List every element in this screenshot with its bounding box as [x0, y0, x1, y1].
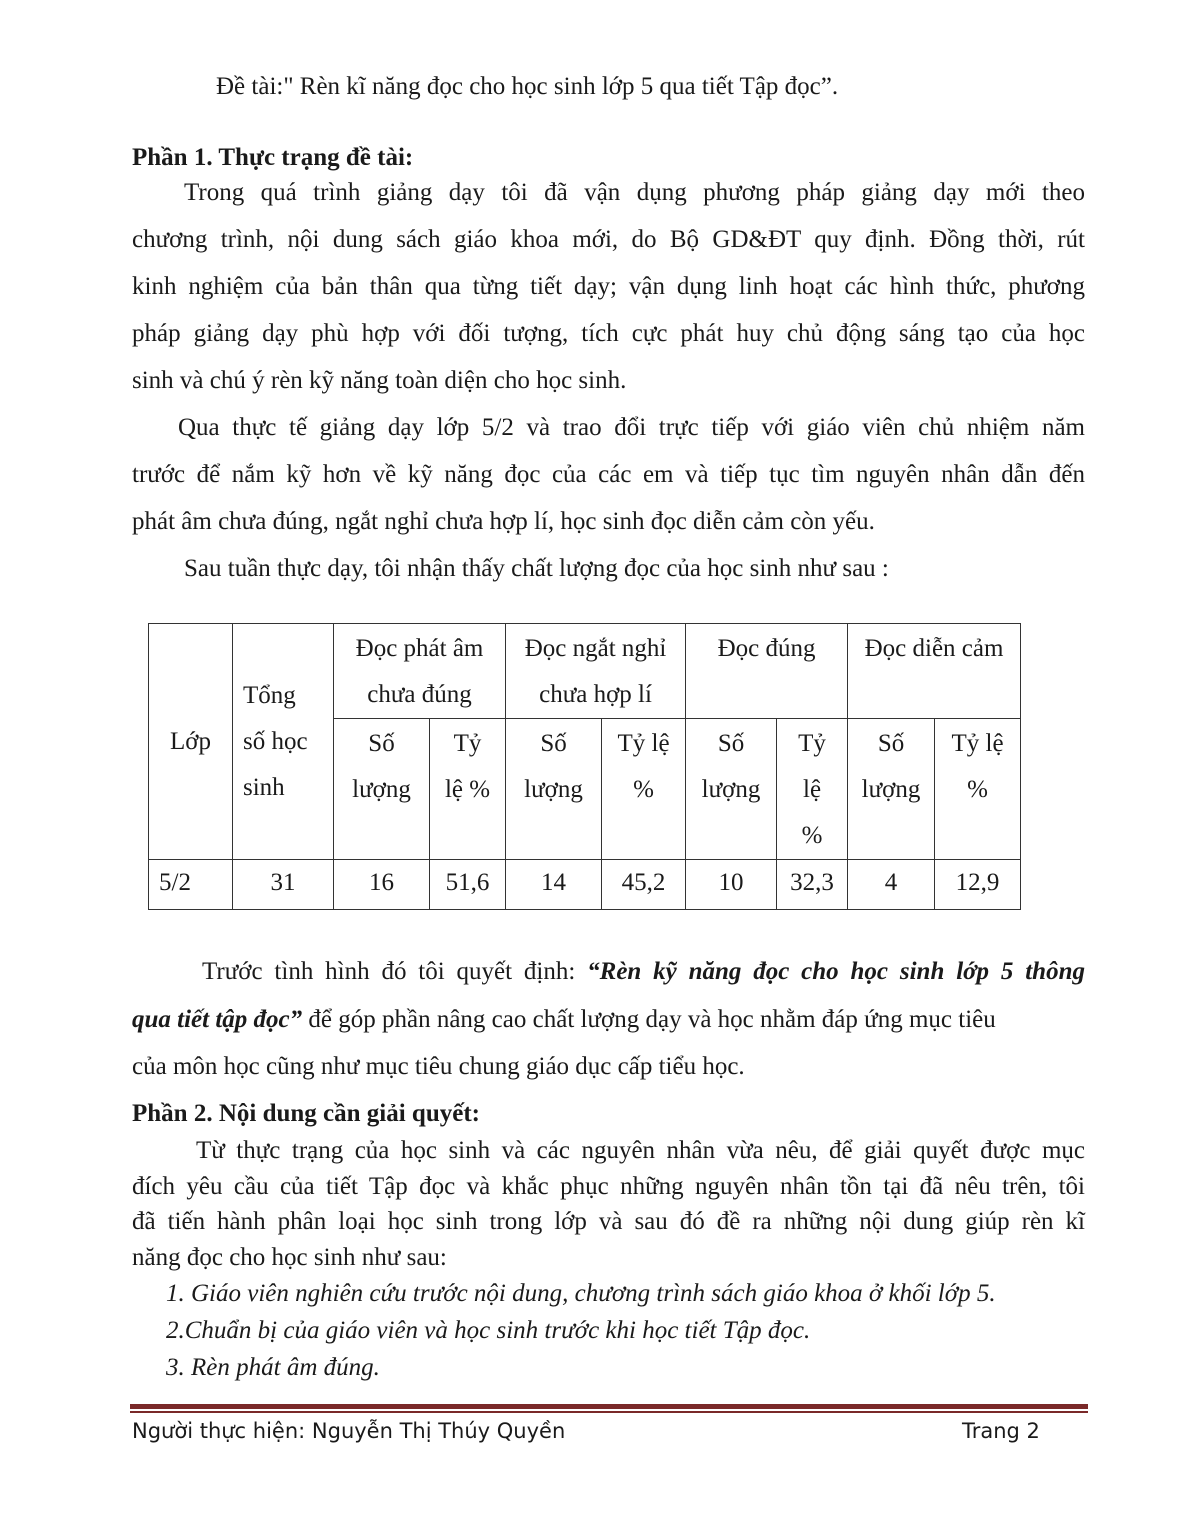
header-group-pronunciation: Đọc phát âm chưa đúng	[334, 624, 506, 719]
header-total-students: Tổng số học sinh	[233, 624, 334, 860]
cell-value: 10	[686, 860, 777, 910]
cell-value: 51,6	[430, 860, 506, 910]
cell-value: 12,9	[935, 860, 1021, 910]
cell-total: 31	[233, 860, 334, 910]
footer-rule	[130, 1404, 1088, 1409]
paragraph-line: sinh và chú ý rèn kỹ năng toàn diện cho học sinh.	[132, 367, 627, 394]
paragraph-line: trước để nắm kỹ hơn về kỹ năng đọc của các em và tiếp tục tìm nguyên nhân dẫn đến	[132, 461, 1085, 488]
cell-value: 4	[848, 860, 935, 910]
subheader-count: Số lượng	[506, 719, 602, 860]
subheader-percent: Tỷ lệ %	[777, 719, 848, 860]
table-header-row	[149, 624, 1021, 719]
subheader-count: Số lượng	[848, 719, 935, 860]
footer-page-number: Trang 2	[962, 1419, 1040, 1443]
subheader-count: Số lượng	[334, 719, 430, 860]
paragraph-line: Sau tuần thực dạy, tôi nhận thấy chất lượng đọc của học sinh như sau :	[184, 555, 889, 582]
paragraph-line: phát âm chưa đúng, ngắt nghỉ chưa hợp lí, học sinh đọc diễn cảm còn yếu.	[132, 508, 875, 535]
list-item: 1. Giáo viên nghiên cứu trước nội dung, chương trình sách giáo khoa ở khối lớp 5.	[166, 1280, 996, 1307]
subheader-percent: Tỷ lệ %	[935, 719, 1021, 860]
paragraph-line: của môn học cũng như mục tiêu chung giáo dục cấp tiểu học.	[132, 1053, 745, 1080]
cell-value: 32,3	[777, 860, 848, 910]
paragraph-line: Từ thực trạng của học sinh và các nguyên nhân vừa nêu, để giải quyết được mục	[196, 1137, 1085, 1164]
header-group-correct: Đọc đúng	[686, 624, 848, 719]
cell-value: 16	[334, 860, 430, 910]
paragraph-line: Trước tình hình đó tôi quyết định: “Rèn kỹ năng đọc cho học sinh lớp 5 thông	[202, 958, 1085, 985]
subheader-percent: Tỷ lệ %	[430, 719, 506, 860]
section2-heading: Phần 2. Nội dung cần giải quyết:	[132, 1100, 480, 1127]
footer-author: Người thực hiện: Nguyễn Thị Thúy Quyền	[132, 1419, 566, 1443]
paragraph-line: pháp giảng dạy phù hợp với đối tượng, tích cực phát huy chủ động sáng tạo của học	[132, 320, 1085, 347]
paragraph-line: năng đọc cho học sinh như sau:	[132, 1244, 447, 1271]
paragraph-line: Qua thực tế giảng dạy lớp 5/2 và trao đổi trực tiếp với giáo viên chủ nhiệm năm	[178, 414, 1085, 441]
header-group-pausing: Đọc ngắt nghỉ chưa hợp lí	[506, 624, 686, 719]
subheader-percent: Tỷ lệ %	[602, 719, 686, 860]
paragraph-line: Trong quá trình giảng dạy tôi đã vận dụng phương pháp giảng dạy mới theo	[184, 179, 1085, 206]
paragraph-line: đã tiến hành phân loại học sinh trong lớp và sau đó đề ra những nội dung giúp rèn kĩ	[132, 1208, 1085, 1235]
cell-value: 45,2	[602, 860, 686, 910]
footer-rule	[130, 1411, 1088, 1413]
paragraph-line: đích yêu cầu của tiết Tập đọc và khắc phục những nguyên nhân tồn tại đã nêu trên, tôi	[132, 1173, 1085, 1200]
reading-quality-table	[148, 623, 1021, 910]
table-row	[149, 860, 1021, 910]
subheader-count: Số lượng	[686, 719, 777, 860]
header-group-expressive: Đọc diễn cảm	[848, 624, 1021, 719]
section1-heading: Phần 1. Thực trạng đề tài:	[132, 144, 414, 171]
paragraph-line: qua tiết tập đọc” để góp phần nâng cao chất lượng dạy và học nhằm đáp ứng mục tiêu	[132, 1006, 996, 1033]
cell-class: 5/2	[149, 860, 233, 910]
paragraph-line: chương trình, nội dung sách giáo khoa mới, do Bộ GD&ĐT quy định. Đồng thời, rút	[132, 226, 1085, 253]
list-item: 2.Chuẩn bị của giáo viên và học sinh trước khi học tiết Tập đọc.	[166, 1317, 811, 1344]
cell-value: 14	[506, 860, 602, 910]
list-item: 3. Rèn phát âm đúng.	[166, 1354, 380, 1381]
header-lop: Lớp	[149, 624, 233, 860]
paragraph-line: kinh nghiệm của bản thân qua từng tiết dạy; vận dụng linh hoạt các hình thức, phương	[132, 273, 1085, 300]
topic-line: Đề tài:" Rèn kĩ năng đọc cho học sinh lớp 5 qua tiết Tập đọc”.	[216, 73, 839, 100]
